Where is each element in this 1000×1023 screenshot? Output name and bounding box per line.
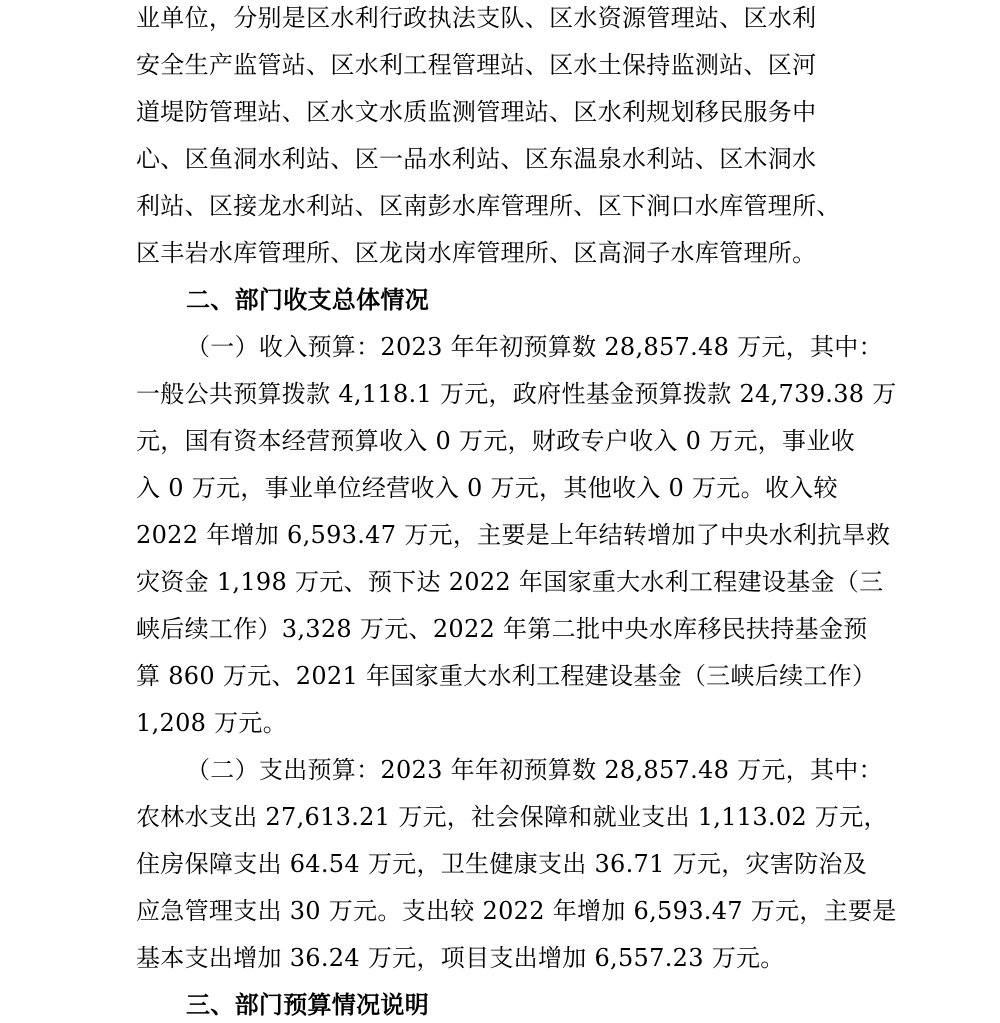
paragraph-line: 应急管理支出 30 万元。支出较 2022 年增加 6,593.47 万元，主要是 [136, 897, 897, 925]
paragraph-line: 入 0 万元，事业单位经营收入 0 万元，其他收入 0 万元。收入较 [136, 474, 838, 502]
paragraph-line: 基本支出增加 36.24 万元，项目支出增加 6,557.23 万元。 [136, 944, 785, 972]
paragraph-line: 利站、区接龙水利站、区南彭水库管理所、区下涧口水库管理所、 [136, 192, 841, 220]
paragraph-line: 灾资金 1,198 万元、预下达 2022 年国家重大水利工程建设基金（三 [136, 568, 884, 596]
paragraph-line: （二）支出预算：2023 年年初预算数 28,857.48 万元，其中： [186, 756, 883, 784]
paragraph-line: 2022 年增加 6,593.47 万元，主要是上年结转增加了中央水利抗旱救 [136, 521, 891, 549]
paragraph-line: 道堤防管理站、区水文水质监测管理站、区水利规划移民服务中 [136, 98, 817, 126]
paragraph-line: 安全生产监管站、区水利工程管理站、区水土保持监测站、区河 [136, 51, 817, 79]
paragraph-line: （一）收入预算：2023 年年初预算数 28,857.48 万元，其中： [186, 333, 883, 361]
paragraph-line: 农林水支出 27,613.21 万元，社会保障和就业支出 1,113.02 万元， [136, 803, 888, 831]
paragraph-line: 一般公共预算拨款 4,118.1 万元，政府性基金预算拨款 24,739.38 万 [136, 380, 897, 408]
paragraph-line: 峡后续工作）3,328 万元、2022 年第二批中央水库移民扶持基金预 [136, 615, 868, 643]
paragraph-line: 区丰岩水库管理所、区龙岗水库管理所、区高洞子水库管理所。 [136, 239, 817, 267]
section-heading: 三、部门预算情况说明 [186, 990, 429, 1019]
paragraph-line: 算 860 万元、2021 年国家重大水利工程建设基金（三峡后续工作） [136, 662, 877, 690]
section-heading: 二、部门收支总体情况 [186, 285, 429, 314]
paragraph-line: 元，国有资本经营预算收入 0 万元，财政专户收入 0 万元，事业收 [136, 427, 855, 455]
paragraph-line: 业单位，分别是区水利行政执法支队、区水资源管理站、区水利 [136, 4, 817, 32]
paragraph-line: 心、区鱼洞水利站、区一品水利站、区东温泉水利站、区木洞水 [136, 145, 817, 173]
paragraph-line: 住房保障支出 64.54 万元，卫生健康支出 36.71 万元，灾害防治及 [136, 850, 868, 878]
paragraph-line: 1,208 万元。 [136, 709, 288, 737]
